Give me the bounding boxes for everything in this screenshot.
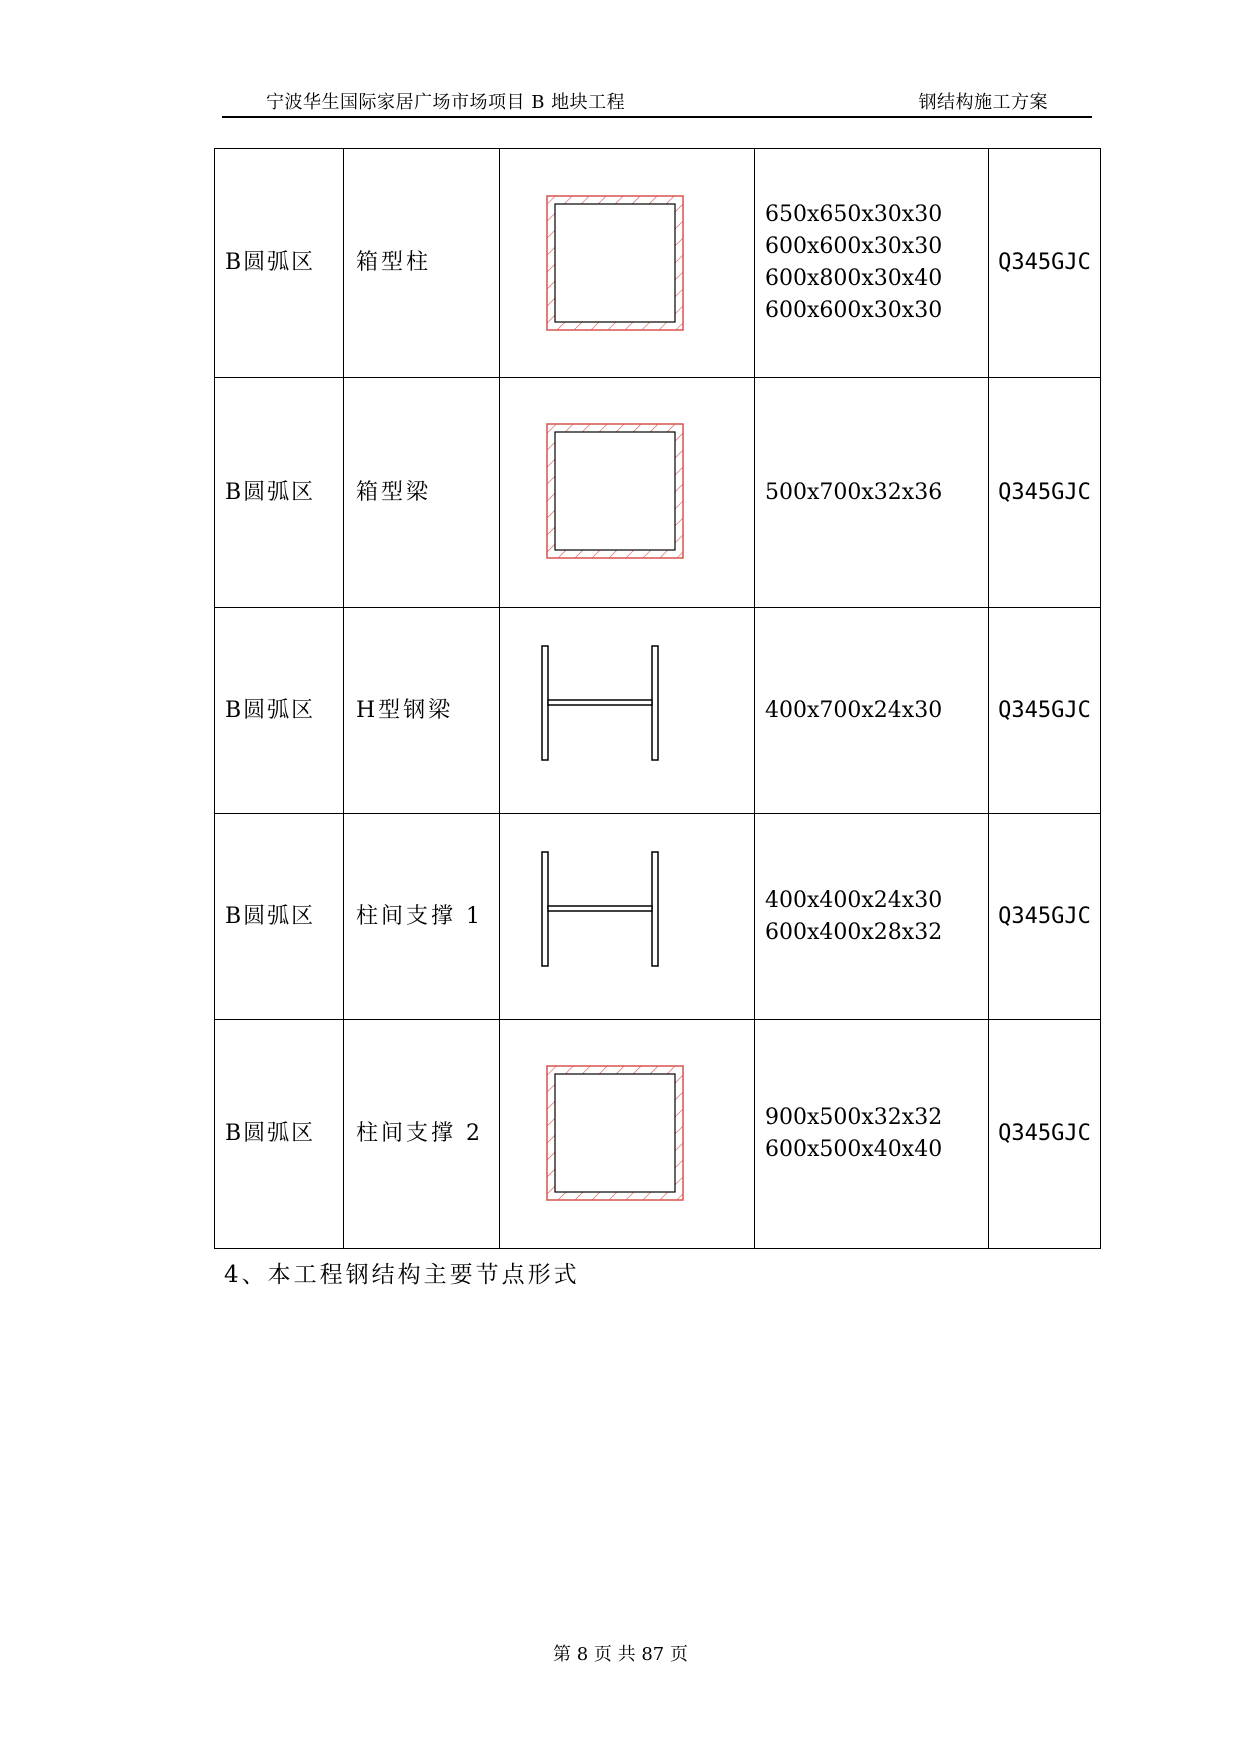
- header-project-title: 宁波华生国际家居广场市场项目 B 地块工程: [266, 92, 626, 113]
- box-section-icon: [500, 378, 755, 607]
- dimension-value: 500x700x32x36: [765, 479, 943, 505]
- area-cell: B圆弧区: [215, 608, 344, 814]
- section-figure-cell: [500, 149, 755, 378]
- member-type-cell: 箱型柱: [344, 149, 500, 378]
- steel-grade-cell: Q345GJC: [989, 814, 1101, 1020]
- dimensions-cell: [755, 608, 989, 814]
- section-figure-cell: [500, 814, 755, 1020]
- dimensions-cell: [755, 1020, 989, 1249]
- area-cell: B圆弧区: [215, 1020, 344, 1249]
- dimensions-cell: [755, 149, 989, 378]
- dimension-value: 600x600x30x30: [765, 234, 943, 259]
- h-section-icon: [500, 814, 755, 1019]
- dimension-value: 400x700x24x30: [765, 697, 943, 723]
- section-figure-cell: [500, 1020, 755, 1249]
- dimension-value: 600x600x30x30: [765, 298, 943, 323]
- area-cell: B圆弧区: [215, 814, 344, 1020]
- dimension-value: 400x400x24x30: [765, 887, 943, 913]
- page-header: [222, 86, 1092, 118]
- dimension-value: 900x500x32x32: [765, 1105, 943, 1130]
- member-type-cell: 柱间支撑 2: [344, 1020, 500, 1249]
- member-type-cell: 箱型梁: [344, 378, 500, 608]
- box-section-icon: [500, 149, 755, 377]
- table-row: [215, 814, 1101, 1020]
- dimensions-cell: [755, 378, 989, 608]
- section-heading: 4、本工程钢结构主要节点形式: [224, 1262, 580, 1288]
- h-section-icon: [500, 608, 755, 813]
- steel-grade-cell: Q345GJC: [989, 378, 1101, 608]
- table-row: [215, 378, 1101, 608]
- member-type-cell: 柱间支撑 1: [344, 814, 500, 1020]
- dimension-value: 650x650x30x30: [765, 202, 943, 227]
- member-type-cell: H型钢梁: [344, 608, 500, 814]
- page-footer: 第 8 页 共 87 页: [553, 1644, 688, 1665]
- steel-grade-cell: Q345GJC: [989, 608, 1101, 814]
- section-figure-cell: [500, 378, 755, 608]
- table-row: [215, 608, 1101, 814]
- section-figure-cell: [500, 608, 755, 814]
- dimension-value: 600x500x40x40: [765, 1137, 943, 1162]
- steel-grade-cell: Q345GJC: [989, 1020, 1101, 1249]
- member-spec-table: [214, 148, 1101, 1249]
- dimension-value: 600x800x30x40: [765, 266, 943, 291]
- area-cell: B圆弧区: [215, 149, 344, 378]
- dimension-value: 600x400x28x32: [765, 919, 943, 945]
- dimensions-cell: [755, 814, 989, 1020]
- steel-grade-cell: Q345GJC: [989, 149, 1101, 378]
- area-cell: B圆弧区: [215, 378, 344, 608]
- box-section-icon: [500, 1020, 755, 1248]
- table-row: [215, 149, 1101, 378]
- table-row: [215, 1020, 1101, 1249]
- header-document-title: 钢结构施工方案: [918, 92, 1048, 113]
